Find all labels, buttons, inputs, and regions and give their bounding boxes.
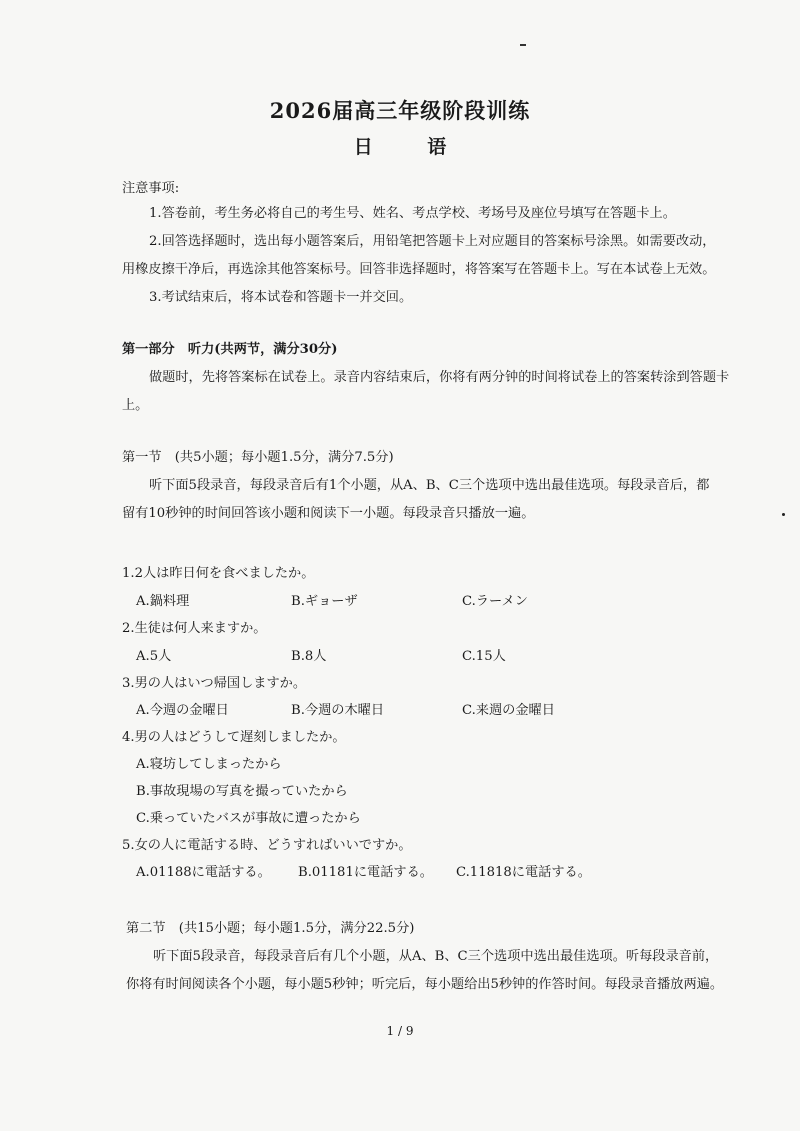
question-5: 5.女の人に電話する時、どうすればいいですか。 [122,838,412,853]
exam-subject: 日 语 [353,136,471,158]
notice-item-1: 1.答卷前，考生务必将自己的考生号、姓名、考点学校、考场号及座位号填写在答题卡上。 [149,206,676,221]
section2-desc-line2: 你将有时间阅读各个小题，每小题5秒钟；听完后，每小题给出5秒钟的作答时间。每段录音播放两遍。 [126,977,724,992]
question-5-option-a: A.01188に電話する。 [136,865,271,880]
notice-item-3: 3.考试结束后，将本试卷和答题卡一并交回。 [149,290,413,305]
exam-title: 2026届高三年级阶段训练 [269,98,531,123]
part1-desc-line1: 做题时，先将答案标在试卷上。录音内容结束后，你将有两分钟的时间将试卷上的答案转涂到答题卡 [149,370,730,385]
question-4-option-c: C.乗っていたバスが事故に遭ったから [136,811,361,826]
question-2-option-a: A.5人 [136,649,172,664]
part1-desc-line2: 上。 [122,398,149,413]
section1-heading: 第一节 (共5小题；每小题1.5分，满分7.5分) [122,450,394,465]
question-3-option-c: C.来週の金曜日 [462,703,555,718]
question-4-option-a: A.寝坊してしまったから [136,757,282,772]
question-3: 3.男の人はいつ帰国しますか。 [122,676,307,691]
question-1-option-c: C.ラーメン [462,594,528,609]
question-3-option-b: B.今週の木曜日 [291,703,385,718]
question-5-option-b: B.01181に電話する。 [298,865,433,880]
question-4-option-b: B.事故現場の写真を撮っていたから [136,784,348,799]
scan-dot [782,513,785,516]
scan-mark [520,44,526,46]
part1-heading: 第一部分 听力(共两节，满分30分) [122,342,338,357]
question-2-option-b: B.8人 [291,649,327,664]
question-1: 1.2人は昨日何を食べましたか。 [122,566,315,581]
notice-item-2-cont: 用橡皮擦干净后，再选涂其他答案标号。回答非选择题时，将答案写在答题卡上。写在本试卷上无效。 [122,262,716,277]
section2-desc-line1: 听下面5段录音，每段录音后有几个小题，从A、B、C三个选项中选出最佳选项。听每段录音前， [153,949,719,964]
page-number: 1 / 9 [386,1024,414,1038]
section1-desc-line1: 听下面5段录音，每段录音后有1个小题，从A、B、C三个选项中选出最佳选项。每段录音后，都 [149,478,710,493]
notice-item-2: 2.回答选择题时，选出每小题答案后，用铅笔把答题卡上对应题目的答案标号涂黑。如需要改动， [149,234,716,249]
question-3-option-a: A.今週の金曜日 [136,703,229,718]
section2-heading: 第二节 (共15小题；每小题1.5分，满分22.5分) [126,921,415,936]
question-1-option-a: A.鍋料理 [136,594,190,609]
question-2-option-c: C.15人 [462,649,506,664]
section1-desc-line2: 留有10秒钟的时间回答该小题和阅读下一小题。每段录音只播放一遍。 [122,506,535,521]
notice-heading: 注意事项: [122,181,180,196]
question-1-option-b: B.ギョーザ [291,594,358,609]
question-2: 2.生徒は何人来ますか。 [122,621,267,636]
question-4: 4.男の人はどうして遅刻しましたか。 [122,730,346,745]
question-5-option-c: C.11818に電話する。 [456,865,591,880]
